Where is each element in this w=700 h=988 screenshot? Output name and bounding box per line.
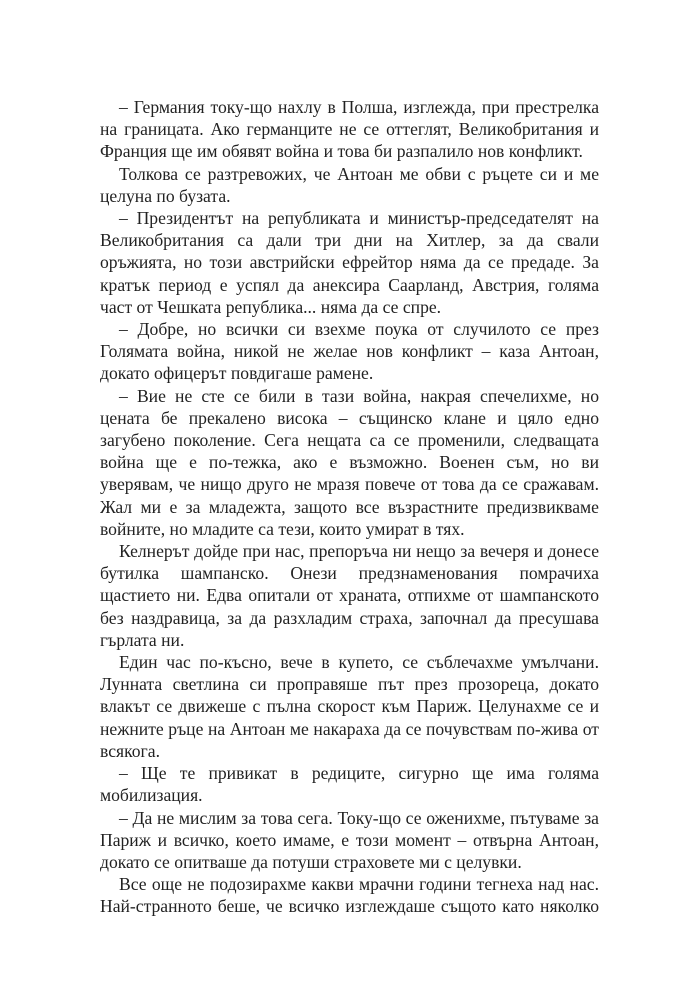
page-text <box>100 96 599 918</box>
paragraph-6: Келнерът дойде при нас, препоръча ни нещо за вечеря и донесе бутилка шампанско. Онези предзнаменования помрачиха щастието ни. Едва опитали от храната, отпихме от шампанското без наздравица, за да разхладим страха, започнал да пресушава гърлата ни. <box>100 541 599 650</box>
paragraph-10: Все още не подозирахме какви мрачни години тегнеха над нас. Най-странното беше, че всичко изглеждаше същото като няколко <box>100 874 599 917</box>
paragraph-8: – Ще те привикат в редиците, сигурно ще има голяма мобилизация. <box>100 763 599 806</box>
paragraph-5: – Вие не сте се били в тази война, накрая спечелихме, но цената бе прекалено висока – същинско клане и цяло едно загубено поколение. Сега нещата са се променили, следващата война ще е по-тежка, ако е възможно. Военен съм, но ви уверявам, че нищо друго не мразя повече от това да се сражавам. Жал ми е за младежта, защото все възрастните предизвикваме войните, но младите са тези, които умират в тях. <box>100 385 599 539</box>
paragraph-9: – Да не мислим за това сега. Току-що се оженихме, пътуваме за Париж и всичко, което имаме, е този момент – отвърна Антоан, докато се опитваше да потуши страховете ми с целувки. <box>100 807 599 872</box>
paragraph-4: – Добре, но всички си взехме поука от случилото се през Голямата война, никой не желае нов конфликт – каза Антоан, докато офицерът повдигаше рамене. <box>100 319 599 384</box>
paragraph-7: Един час по-късно, вече в купето, се съблечахме умълчани. Лунната светлина си проправяше път през прозореца, докато влакът се движеше с пълна скорост към Париж. Целунахме се и нежните ръце на Антоан ме накараха да се почувствам по-жива от всякога. <box>100 652 599 761</box>
paragraph-1: – Германия току-що нахлу в Полша, изглежда, при престрелка на границата. Ако германците не се оттеглят, Великобритания и Франция ще им обявят война и това би разпалило нов конфликт. <box>100 97 599 162</box>
paragraph-2: Толкова се разтревожих, че Антоан ме обви с ръцете си и ме целуна по бузата. <box>100 163 599 206</box>
paragraph-3: – Президентът на републиката и министър-председателят на Великобритания са дали три дни на Хитлер, за да свали оръжията, но този австрийски ефрейтор няма да се предаде. За кратък период е успял да анексира Саарланд, Австрия, голяма част от Чешката република... няма да се спре. <box>100 208 599 317</box>
